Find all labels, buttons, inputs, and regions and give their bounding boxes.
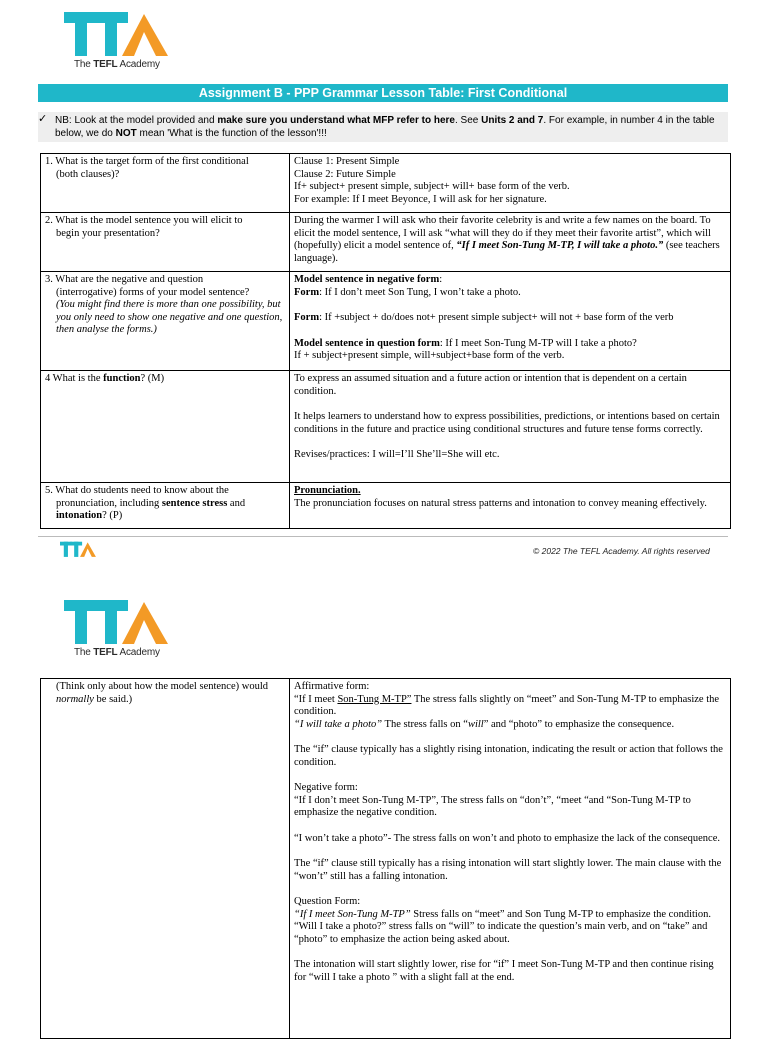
table-row bbox=[41, 272, 731, 371]
note-text: NB: Look at the model provided and make sure you understand what MFP refer to here. See Units 2 and 7. For example, in number 4 in the table below, we do NOT mean 'What is the function of the lesson'!!! bbox=[55, 115, 715, 139]
logo-caption: The TEFL Academy bbox=[74, 647, 160, 658]
table-row bbox=[41, 371, 731, 483]
tta-logo-icon bbox=[64, 600, 174, 648]
lesson-table bbox=[40, 153, 731, 529]
tta-small-logo-icon bbox=[60, 540, 98, 560]
question-cell: (Think only about how the model sentence) would normally be said.) bbox=[41, 679, 290, 1039]
question-cell: 1. What is the target form of the first conditional (both clauses)? bbox=[41, 154, 290, 213]
checkmark-icon: ✓ bbox=[38, 113, 48, 125]
tta-logo bbox=[64, 600, 174, 660]
answer-cell: During the warmer I will ask who their favorite celebrity is and write a few names on the board. To elicit the model sentence, I will ask “what will they do if they meet their favorite artist”, which will (hopefully) elicit a model sentence of, “If I meet Son-Tung M-TP, I will take a photo.” (see teachers language). bbox=[290, 213, 731, 272]
table-row bbox=[41, 679, 731, 1039]
question-cell: 5. What do students need to know about the pronunciation, including sentence stress and intonation? (P) bbox=[41, 483, 290, 529]
question-cell: 3. What are the negative and question (interrogative) forms of your model sentence? (You might find there is more than one possibility, but you only need to show one negative and one question, then analyse the forms.) bbox=[41, 272, 290, 371]
page-gap bbox=[0, 578, 768, 588]
logo-caption: The TEFL Academy bbox=[74, 59, 160, 70]
answer-cell: Affirmative form: “If I meet Son-Tung M-TP” The stress falls slightly on “meet” and Son-Tung M-TP to emphasize the condition. “I will take a photo” The stress falls on “will” and “photo” to emphasize the consequence. The “if” clause typically has a slightly rising intonation, indicating the result or action that follows the condition. Negative form: “If I don’t meet Son-Tung M-TP”, The stress falls on “don’t”, “meet “and “Son-Tung M-TP to emphasize the negative condition. “I won’t take a photo”- The stress falls on won’t and photo to emphasize the lack of the consequence. The “if” clause still typically has a rising intonation will start slightly lower. The main clause with the “won’t” still has a falling intonation. Question Form: “If I meet Son-Tung M-TP” Stress falls on “meet” and Son Tung M-TP to emphasize the condition. “Will I take a photo?” stress falls on “will” to indicate the question’s main verb, and on “take” and “photo” to emphasize the action being asked about. The intonation will start slightly lower, rise for “if” I meet Son-Tung M-TP and then continue rising for “will I take a photo ” with a slight fall at the end. bbox=[290, 679, 731, 1039]
footer-divider bbox=[38, 536, 728, 537]
pronunciation-table bbox=[40, 678, 731, 1039]
table-row bbox=[41, 483, 731, 529]
footer-logo bbox=[60, 540, 98, 565]
table-row bbox=[41, 213, 731, 272]
tta-logo bbox=[64, 12, 174, 72]
instruction-note bbox=[38, 112, 728, 142]
question-cell: 4 What is the function? (M) bbox=[41, 371, 290, 483]
assignment-title-banner: Assignment B - PPP Grammar Lesson Table: First Conditional bbox=[38, 84, 728, 102]
table-row bbox=[41, 154, 731, 213]
answer-cell: Clause 1: Present Simple Clause 2: Future Simple If+ subject+ present simple, subject+ will+ base form of the verb. For example: If I meet Beyonce, I will ask for her signature. bbox=[290, 154, 731, 213]
copyright-text: © 2022 The TEFL Academy. All rights reserved bbox=[533, 546, 710, 556]
answer-cell: Model sentence in negative form: Form: If I don’t meet Son Tung, I won’t take a photo. Form: If +subject + do/does not+ present simple subject+ will not + base form of the verb Model sentence in question form: If I meet Son-Tung M-TP will I take a photo? If + subject+present simple, will+subject+base form of the verb. bbox=[290, 272, 731, 371]
answer-cell: To express an assumed situation and a future action or intention that is dependent on a certain condition. It helps learners to understand how to express possibilities, predictions, or intentions based on certain conditions in the future and practice using conditional structures and future tense forms correctly. Revises/practices: I will=I’ll She’ll=She will etc. bbox=[290, 371, 731, 483]
tta-logo-icon bbox=[64, 12, 174, 60]
question-cell: 2. What is the model sentence you will elicit to begin your presentation? bbox=[41, 213, 290, 272]
answer-cell: Pronunciation. The pronunciation focuses on natural stress patterns and intonation to convey meaning effectively. bbox=[290, 483, 731, 529]
